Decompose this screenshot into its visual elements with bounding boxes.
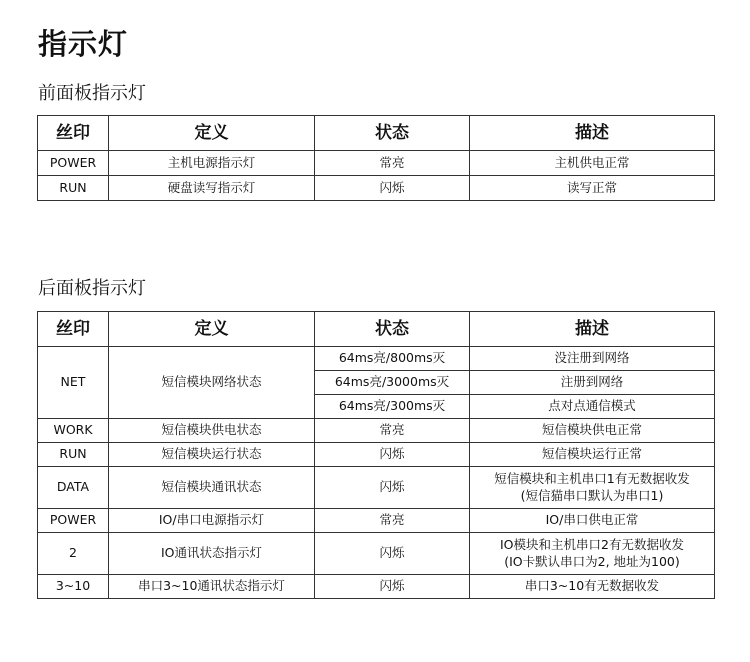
- table-row: [38, 467, 715, 509]
- table-row: [38, 419, 715, 443]
- cell-description: [470, 533, 715, 575]
- cell-description: 点对点通信模式: [470, 395, 715, 419]
- cell-description: [470, 467, 715, 509]
- header-state: 状态: [315, 312, 470, 347]
- cell-silk: POWER: [38, 509, 109, 533]
- page-title: 指示灯: [38, 27, 129, 61]
- header-definition: 定义: [109, 116, 315, 151]
- description-line: (短信猫串口默认为串口1): [520, 487, 664, 503]
- cell-silk: NET: [38, 347, 109, 419]
- cell-description: IO/串口供电正常: [470, 509, 715, 533]
- header-description: 描述: [470, 116, 715, 151]
- cell-state: 64ms亮/3000ms灭: [315, 371, 470, 395]
- cell-silk: 2: [38, 533, 109, 575]
- cell-state: 常亮: [315, 419, 470, 443]
- cell-state: 64ms亮/300ms灭: [315, 395, 470, 419]
- cell-definition: 短信模块供电状态: [109, 419, 315, 443]
- header-state: 状态: [315, 116, 470, 151]
- cell-definition: 主机电源指示灯: [109, 151, 315, 176]
- front-panel-heading: 前面板指示灯: [38, 83, 146, 104]
- cell-silk: RUN: [38, 443, 109, 467]
- cell-state: 闪烁: [315, 533, 470, 575]
- cell-state: 闪烁: [315, 575, 470, 599]
- cell-description: 串口3~10有无数据收发: [470, 575, 715, 599]
- header-silk: 丝印: [38, 116, 109, 151]
- cell-definition: IO通讯状态指示灯: [109, 533, 315, 575]
- cell-description: 主机供电正常: [470, 151, 715, 176]
- header-description: 描述: [470, 312, 715, 347]
- cell-definition: 短信模块运行状态: [109, 443, 315, 467]
- cell-definition: 短信模块通讯状态: [109, 467, 315, 509]
- table-row: [38, 509, 715, 533]
- cell-definition: 硬盘读写指示灯: [109, 176, 315, 201]
- cell-state: 常亮: [315, 509, 470, 533]
- cell-definition: 串口3~10通讯状态指示灯: [109, 575, 315, 599]
- cell-silk: DATA: [38, 467, 109, 509]
- cell-definition: 短信模块网络状态: [109, 347, 315, 419]
- cell-silk: 3~10: [38, 575, 109, 599]
- cell-state: 64ms亮/800ms灭: [315, 347, 470, 371]
- cell-description: 注册到网络: [470, 371, 715, 395]
- header-silk: 丝印: [38, 312, 109, 347]
- cell-state: 闪烁: [315, 467, 470, 509]
- rear-panel-heading: 后面板指示灯: [38, 278, 146, 299]
- description-line: 短信模块和主机串口1有无数据收发: [494, 471, 690, 487]
- cell-description: 短信模块供电正常: [470, 419, 715, 443]
- table-row: [38, 347, 715, 371]
- table-row: [38, 151, 715, 176]
- rear-panel-table: [37, 311, 715, 599]
- table-row: [38, 176, 715, 201]
- table-header-row: [38, 312, 715, 347]
- cell-state: 常亮: [315, 151, 470, 176]
- table-header-row: [38, 116, 715, 151]
- cell-silk: RUN: [38, 176, 109, 201]
- table-row: [38, 533, 715, 575]
- cell-description: 短信模块运行正常: [470, 443, 715, 467]
- table-row: [38, 443, 715, 467]
- description-line: IO模块和主机串口2有无数据收发: [500, 537, 684, 553]
- cell-silk: WORK: [38, 419, 109, 443]
- cell-silk: POWER: [38, 151, 109, 176]
- cell-description: 读写正常: [470, 176, 715, 201]
- cell-state: 闪烁: [315, 176, 470, 201]
- table-row: [38, 575, 715, 599]
- cell-definition: IO/串口电源指示灯: [109, 509, 315, 533]
- cell-description: 没注册到网络: [470, 347, 715, 371]
- cell-state: 闪烁: [315, 443, 470, 467]
- description-line: (IO卡默认串口为2, 地址为100): [504, 553, 680, 569]
- header-definition: 定义: [109, 312, 315, 347]
- front-panel-table: [37, 115, 715, 201]
